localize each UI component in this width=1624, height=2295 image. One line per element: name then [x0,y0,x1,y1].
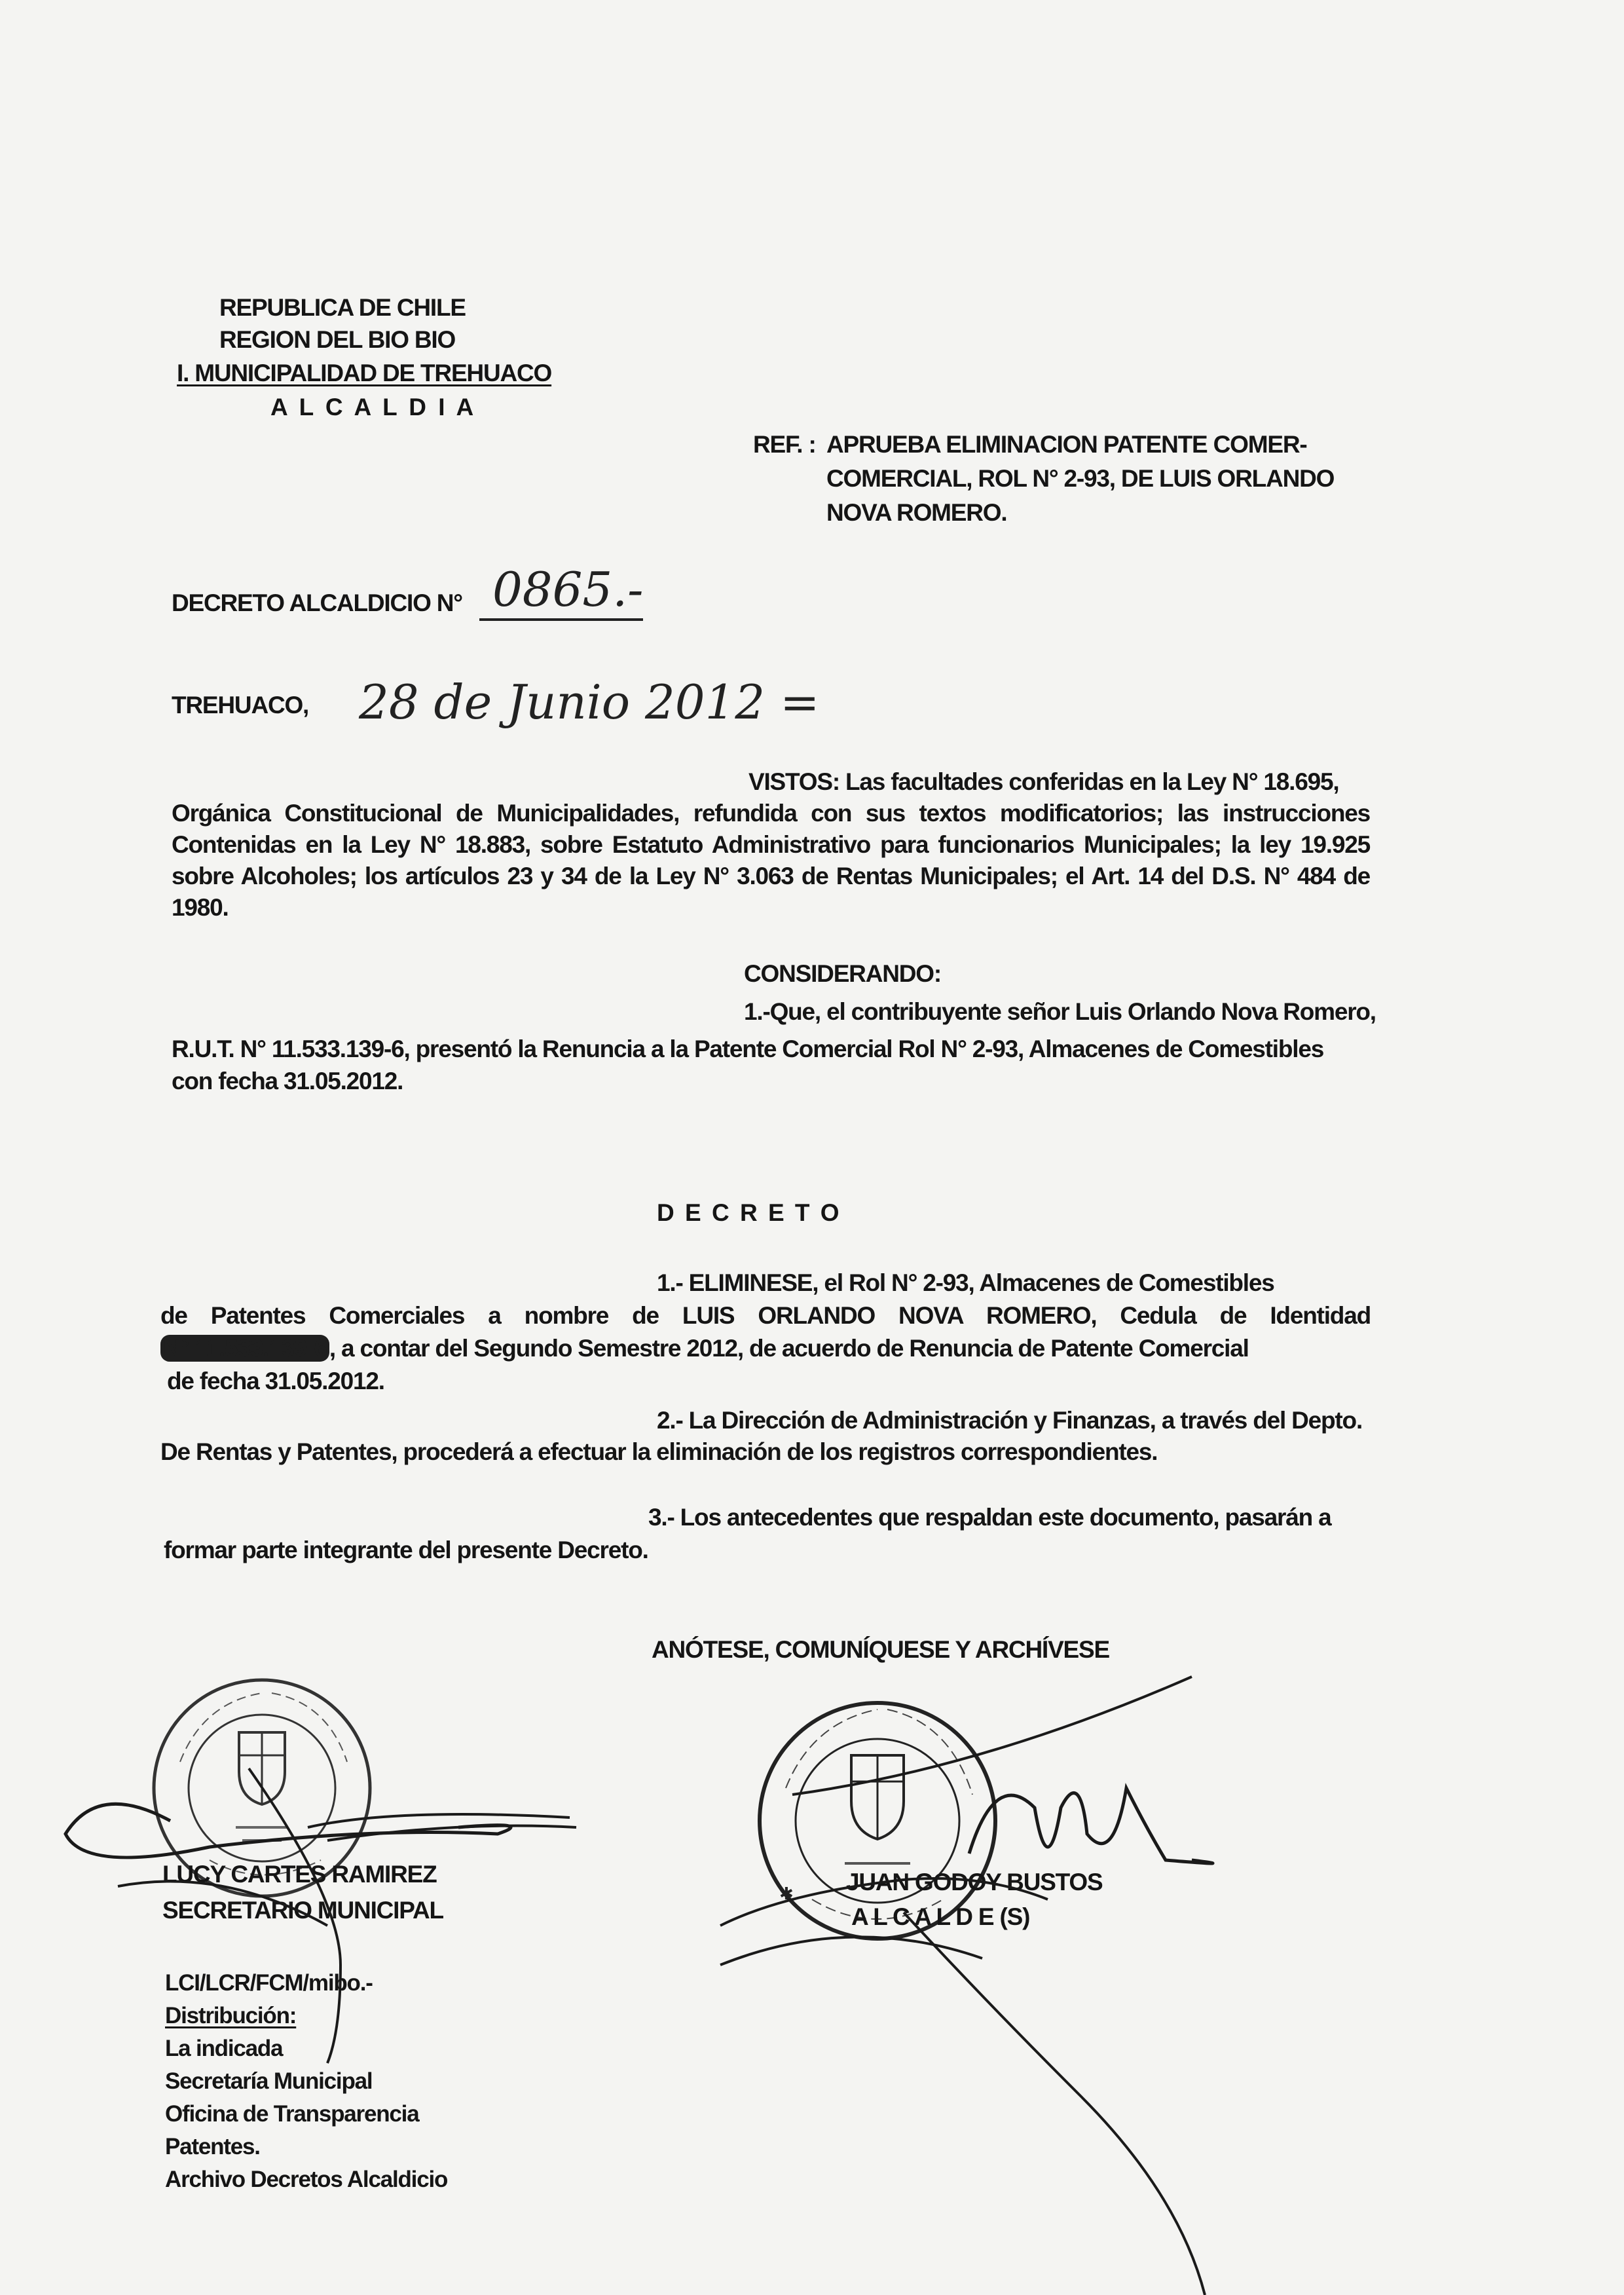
vistos-last: 1980. [172,894,229,921]
ref-line-3: NOVA ROMERO. [826,499,1007,526]
decreto-item3-line-2: formar parte integrante del presente Decreto. [164,1537,648,1563]
decreto-item1-lead: 1.- ELIMINESE, el Rol N° 2-93, Almacenes de Comestibles [657,1269,1274,1296]
redacted-id-number: N° 11.533.139-6 [160,1335,329,1362]
distribution-item: Secretaría Municipal [165,2068,373,2094]
header-municipality: I. MUNICIPALIDAD DE TREHUACO [177,360,552,386]
distribution-title: Distribución: [165,2003,297,2028]
vistos-line: sobre Alcoholes; los artículos 23 y 34 de la Ley N° 3.063 de Rentas Municipales; el Art. 14 del D.S. N° 484 de [172,863,1370,889]
decreto-item1-line-2: de Patentes Comerciales a nombre de LUIS ORLANDO NOVA ROMERO, Cedula de Identidad [160,1302,1371,1329]
ref-line-2: COMERCIAL, ROL N° 2-93, DE LUIS ORLANDO [826,465,1335,492]
header-region: REGION DEL BIO BIO [219,326,456,353]
header-office: A L C A L D I A [270,394,477,420]
considerando-line-3: con fecha 31.05.2012. [172,1068,403,1094]
decreto-item2-lead: 2.- La Dirección de Administración y Finanzas, a través del Depto. [657,1407,1363,1434]
decree-number-handwritten: 0865.- [492,562,644,617]
distribution-item: La indicada [165,2036,283,2061]
secretary-name: LUCY CARTES RAMIREZ [162,1861,437,1888]
header-country: REPUBLICA DE CHILE [219,294,466,321]
initials: LCI/LCR/FCM/mibo.- [165,1970,373,1996]
decreto-title: D E C R E T O [657,1199,841,1226]
distribution-item: Archivo Decretos Alcaldicio [165,2167,448,2192]
distribution-item: Oficina de Transparencia [165,2101,419,2127]
secretary-title: SECRETARIO MUNICIPAL [162,1897,443,1924]
closing-formula: ANÓTESE, COMUNÍQUESE Y ARCHÍVESE [652,1636,1109,1663]
decree-number-label: DECRETO ALCALDICIO N° [172,589,462,616]
vistos-line: Contenidas en la Ley N° 18.883, sobre Estatuto Administrativo para funcionarios Municipales; la ley 19.925 [172,831,1370,858]
vistos-lead: VISTOS: Las facultades conferidas en la Ley N° 18.695, [748,768,1339,795]
vistos-line: Orgánica Constitucional de Municipalidades, refundida con sus textos modificatorios; las instrucciones [172,800,1370,827]
decreto-item1-line-3-rest: , a contar del Segundo Semestre 2012, de acuerdo de Renuncia de Patente Comercial [329,1335,1249,1362]
considerando-lead: 1.-Que, el contribuyente señor Luis Orlando Nova Romero, [744,998,1376,1025]
considerando-line-2: R.U.T. N° 11.533.139-6, presentó la Renuncia a la Patente Comercial Rol N° 2-93, Almacenes de Comestibles [172,1036,1324,1062]
mayor-title: A L C A L D E (S) [851,1903,1030,1930]
considerando-title: CONSIDERANDO: [744,960,941,987]
mayor-name: JUAN GODOY BUSTOS [846,1869,1103,1895]
ref-line-1: APRUEBA ELIMINACION PATENTE COMER- [826,431,1307,458]
date-handwritten: 28 de Junio 2012 = [359,675,820,730]
decreto-item3-lead: 3.- Los antecedentes que respaldan este documento, pasarán a [648,1504,1331,1531]
decreto-item1-line-4: de fecha 31.05.2012. [167,1368,384,1394]
decreto-item2-line-2: De Rentas y Patentes, procederá a efectuar la eliminación de los registros correspondientes. [160,1438,1158,1465]
svg-text:✱: ✱ [779,1884,794,1904]
distribution-item: Patentes. [165,2134,260,2159]
place-label: TREHUACO, [172,692,309,718]
ref-label: REF. : [753,431,816,458]
